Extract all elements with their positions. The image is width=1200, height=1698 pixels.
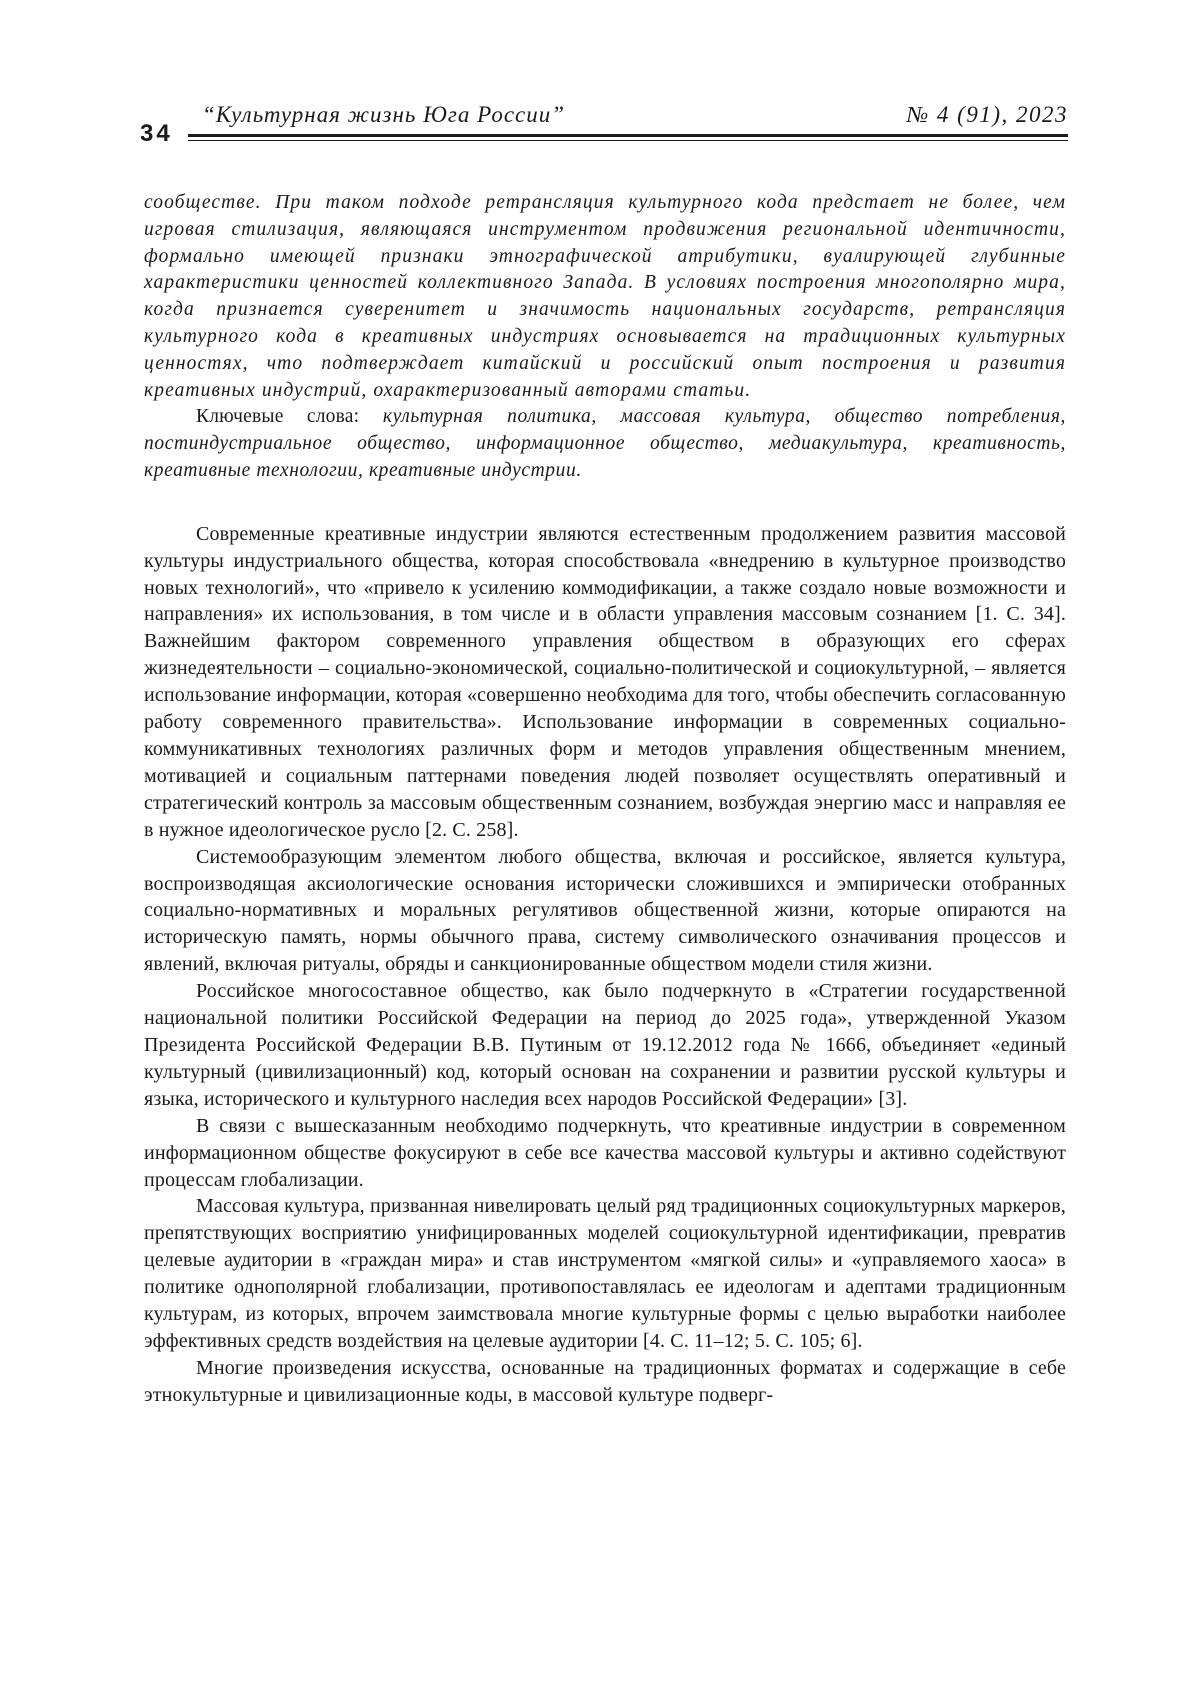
- issue-number: № 4 (91), 2023: [906, 102, 1068, 127]
- page-number: 34: [140, 120, 173, 147]
- header-rule-thick: [188, 134, 1068, 137]
- keywords: [144, 404, 1066, 484]
- article-body: [144, 521, 1066, 1409]
- body-paragraph: Российское многосоставное общество, как было подчеркнуто в «Стратегии государственной национальной политики Российской Федерации на период до 2025 года», утвержденной Указом Президента Российской Федерации В.В. Путиным от 19.12.2012 года № 1666, объединяет «единый культурный (цивилизационный) код, который основан на сохранении и развитии русской культуры и языка, исторического и культурного наследия всех народов Российской Федерации» [3].: [144, 980, 1066, 1110]
- body-paragraph: Современные креативные индустрии являются естественным продолжением развития массовой культуры индустриального общества, которая способствовала «внедрению в культурное производство новых технологий», что «привело к усилению коммодификации, а также создало новые возможности и направления» их использования, в том числе и в области управления массовым сознанием [1. С. 34]. Важнейшим фактором современного управления обществом в образующих его сферах жизнедеятельности – социально-экономической, социально-политической и социокультурной, – является использование информации, которая «совершенно необходима для того, чтобы обеспечить согласованную работу современного правительства». Использование информации в современных социально-коммуникативных технологиях различных форм и методов управления общественным мнением, мотивацией и социальным паттернами поведения людей позволяет осуществлять оперативный и стратегический контроль за массовым общественным сознанием, возбуждая энергию масс и направляя ее в нужное идеологическое русло [2. С. 258].: [144, 522, 1066, 841]
- body-paragraph: В связи с вышесказанным необходимо подчеркнуть, что креативные индустрии в современном информационном обществе фокусируют в себе все качества массовой культуры и активно содействуют процессам глобализации.: [144, 1114, 1066, 1191]
- abstract-text: сообществе. При таком подходе ретрансляция культурного кода предстает не более, чем игровая стилизация, являющаяся инструментом продвижения региональной идентичности, формально имеющей признаки этнографической атрибутики, вуалирующей глубинные характеристики ценностей коллективного Запада. В условиях построения многополярно мира, когда признается суверенитет и значимость национальных государств, ретрансляция культурного кода в креативных индустриях основывается на традиционных культурных ценностях, что подтверждает китайский и российский опыт построения и развития креативных индустрий, охарактеризованный авторами статьи.: [144, 192, 1066, 401]
- body-paragraph: Многие произведения искусства, основанные на традиционных форматах и содержащие в себе этнокультурные и цивилизационные коды, в массовой культуре подверг-: [144, 1356, 1066, 1406]
- journal-title: “Культурная жизнь Юга России”: [202, 102, 566, 127]
- header-rule-thin: [188, 140, 1068, 141]
- article-content: [144, 190, 1066, 1409]
- body-paragraph: Массовая культура, призванная нивелировать целый ряд традиционных социокультурных маркеров, препятствующих восприятию унифицированных моделей социокультурной идентификации, превратив целевые аудитории в «граждан мира» и став инструментом «мягкой силы» и «управляемого хаоса» в политике однополярной глобализации, противопоставлялась ее идеологам и адептами традиционным культурам, из которых, впрочем заимствовала многие культурные формы с целью выработки наиболее эффективных средств воздействия на целевые аудитории [4. С. 11–12; 5. С. 105; 6].: [144, 1195, 1066, 1352]
- keywords-list: культурная политика, массовая культура, общество потребления, постиндустриальное общество, информационное общество, медиакультура, креативность, креативные технологии, креативные индустрии.: [144, 406, 1066, 481]
- body-paragraph: Системообразующим элементом любого общества, включая и российское, является культура, воспроизводящая аксиологические основания исторически сложившихся и эмпирически отобранных социально-нормативных и моральных регулятивов общественной жизни, которые опираются на историческую память, нормы обычного права, систему символического означивания процессов и явлений, включая ритуалы, обряды и санкционированные обществом модели стиля жизни.: [144, 845, 1066, 976]
- keywords-label: Ключевые слова:: [196, 406, 360, 428]
